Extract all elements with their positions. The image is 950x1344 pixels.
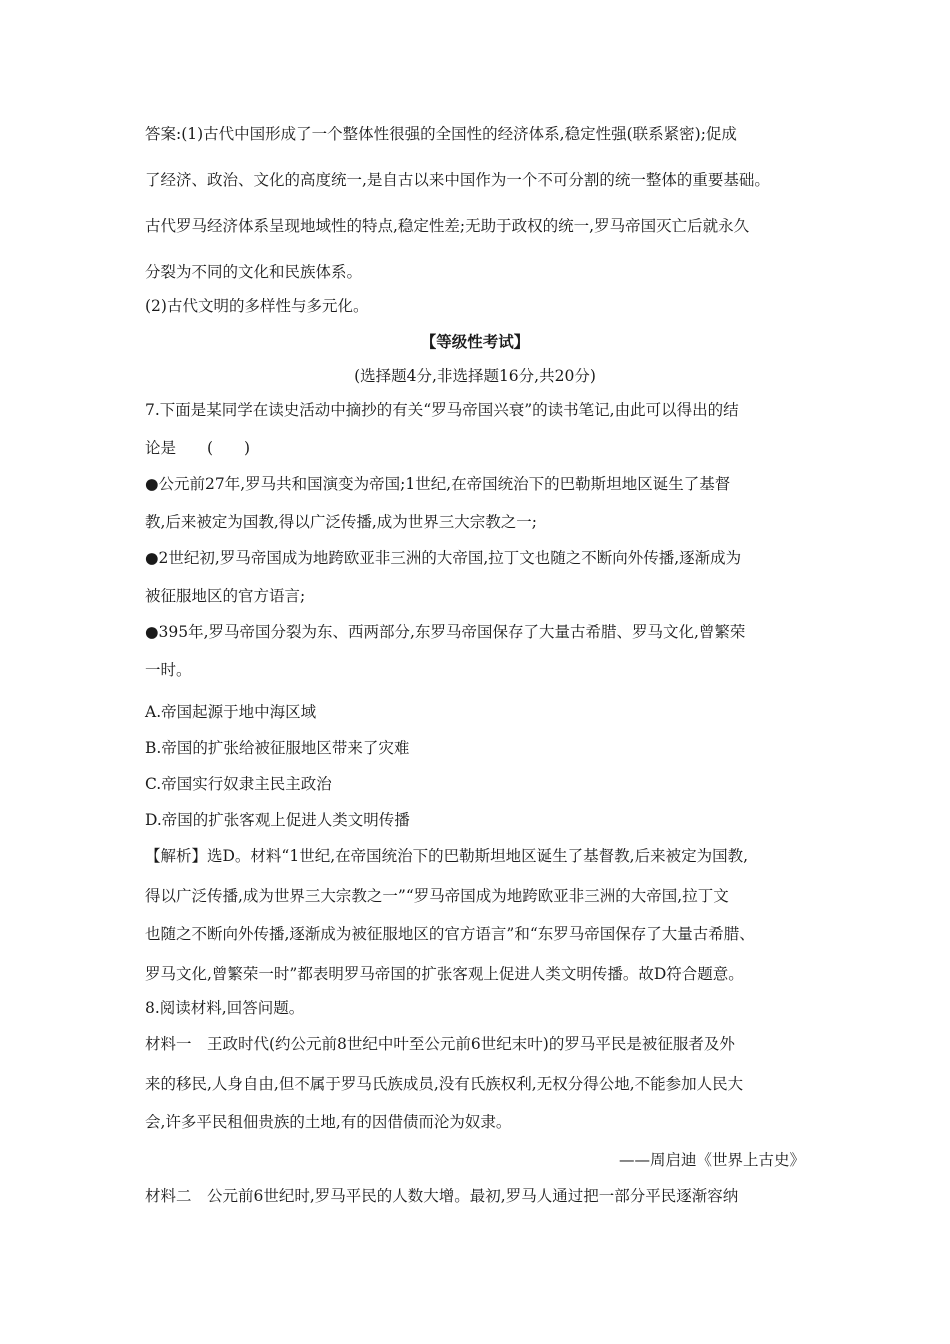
section-title: 【等级性考试】 — [420, 332, 530, 351]
material-line: 来的移民,人身自由,但不属于罗马氏族成员,没有氏族权利,无权分得公地,不能参加人民大 — [145, 1075, 744, 1093]
material-line: 材料一 王政时代(约公元前8世纪中叶至公元前6世纪末叶)的罗马平民是被征服者及外 — [145, 1035, 735, 1053]
bullet-note: 被征服地区的官方语言; — [145, 587, 306, 605]
answer-line: 答案:(1)古代中国形成了一个整体性很强的全国性的经济体系,稳定性强(联系紧密);促成 — [145, 125, 737, 143]
material-source: ——周启迪《世界上古史》 — [618, 1151, 805, 1169]
answer-line: 了经济、政治、文化的高度统一,是自古以来中国作为一个不可分割的统一整体的重要基础。 — [145, 171, 770, 189]
answer-line: (2)古代文明的多样性与多元化。 — [145, 297, 369, 315]
bullet-note: 教,后来被定为国教,得以广泛传播,成为世界三大宗教之一; — [145, 513, 538, 531]
question-stem: 8.阅读材料,回答问题。 — [145, 999, 305, 1017]
question-stem: 论是 ( ) — [145, 439, 251, 457]
bullet-note: 一时。 — [145, 661, 192, 679]
option-b: B.帝国的扩张给被征服地区带来了灾难 — [145, 739, 410, 757]
option-d: D.帝国的扩张客观上促进人类文明传播 — [145, 811, 410, 829]
material-line: 会,许多平民租佃贵族的土地,有的因借债而沦为奴隶。 — [145, 1113, 512, 1131]
option-a: A.帝国起源于地中海区域 — [145, 703, 317, 721]
explanation-line: 【解析】选D。材料“1世纪,在帝国统治下的巴勒斯坦地区诞生了基督教,后来被定为国教, — [145, 847, 748, 865]
bullet-note: ●395年,罗马帝国分裂为东、西两部分,东罗马帝国保存了大量古希腊、罗马文化,曾繁荣 — [145, 623, 746, 641]
explanation-line: 得以广泛传播,成为世界三大宗教之一”“罗马帝国成为地跨欧亚非三洲的大帝国,拉丁文 — [145, 887, 729, 905]
question-stem: 7.下面是某同学在读史活动中摘抄的有关“罗马帝国兴衰”的读书笔记,由此可以得出的结 — [145, 401, 739, 419]
section-subtitle: (选择题4分,非选择题16分,共20分) — [354, 367, 596, 385]
explanation-line: 也随之不断向外传播,逐渐成为被征服地区的官方语言”和“东罗马帝国保存了大量古希腊、 — [145, 925, 755, 943]
bullet-note: ●公元前27年,罗马共和国演变为帝国;1世纪,在帝国统治下的巴勒斯坦地区诞生了基督 — [145, 475, 731, 493]
option-c: C.帝国实行奴隶主民主政治 — [145, 775, 332, 793]
answer-line: 古代罗马经济体系呈现地域性的特点,稳定性差;无助于政权的统一,罗马帝国灭亡后就永久 — [145, 217, 750, 235]
bullet-note: ●2世纪初,罗马帝国成为地跨欧亚非三洲的大帝国,拉丁文也随之不断向外传播,逐渐成为 — [145, 549, 742, 567]
material-line: 材料二 公元前6世纪时,罗马平民的人数大增。最初,罗马人通过把一部分平民逐渐容纳 — [145, 1187, 739, 1205]
explanation-line: 罗马文化,曾繁荣一时”都表明罗马帝国的扩张客观上促进人类文明传播。故D符合题意。 — [145, 965, 744, 983]
answer-line: 分裂为不同的文化和民族体系。 — [145, 263, 363, 281]
